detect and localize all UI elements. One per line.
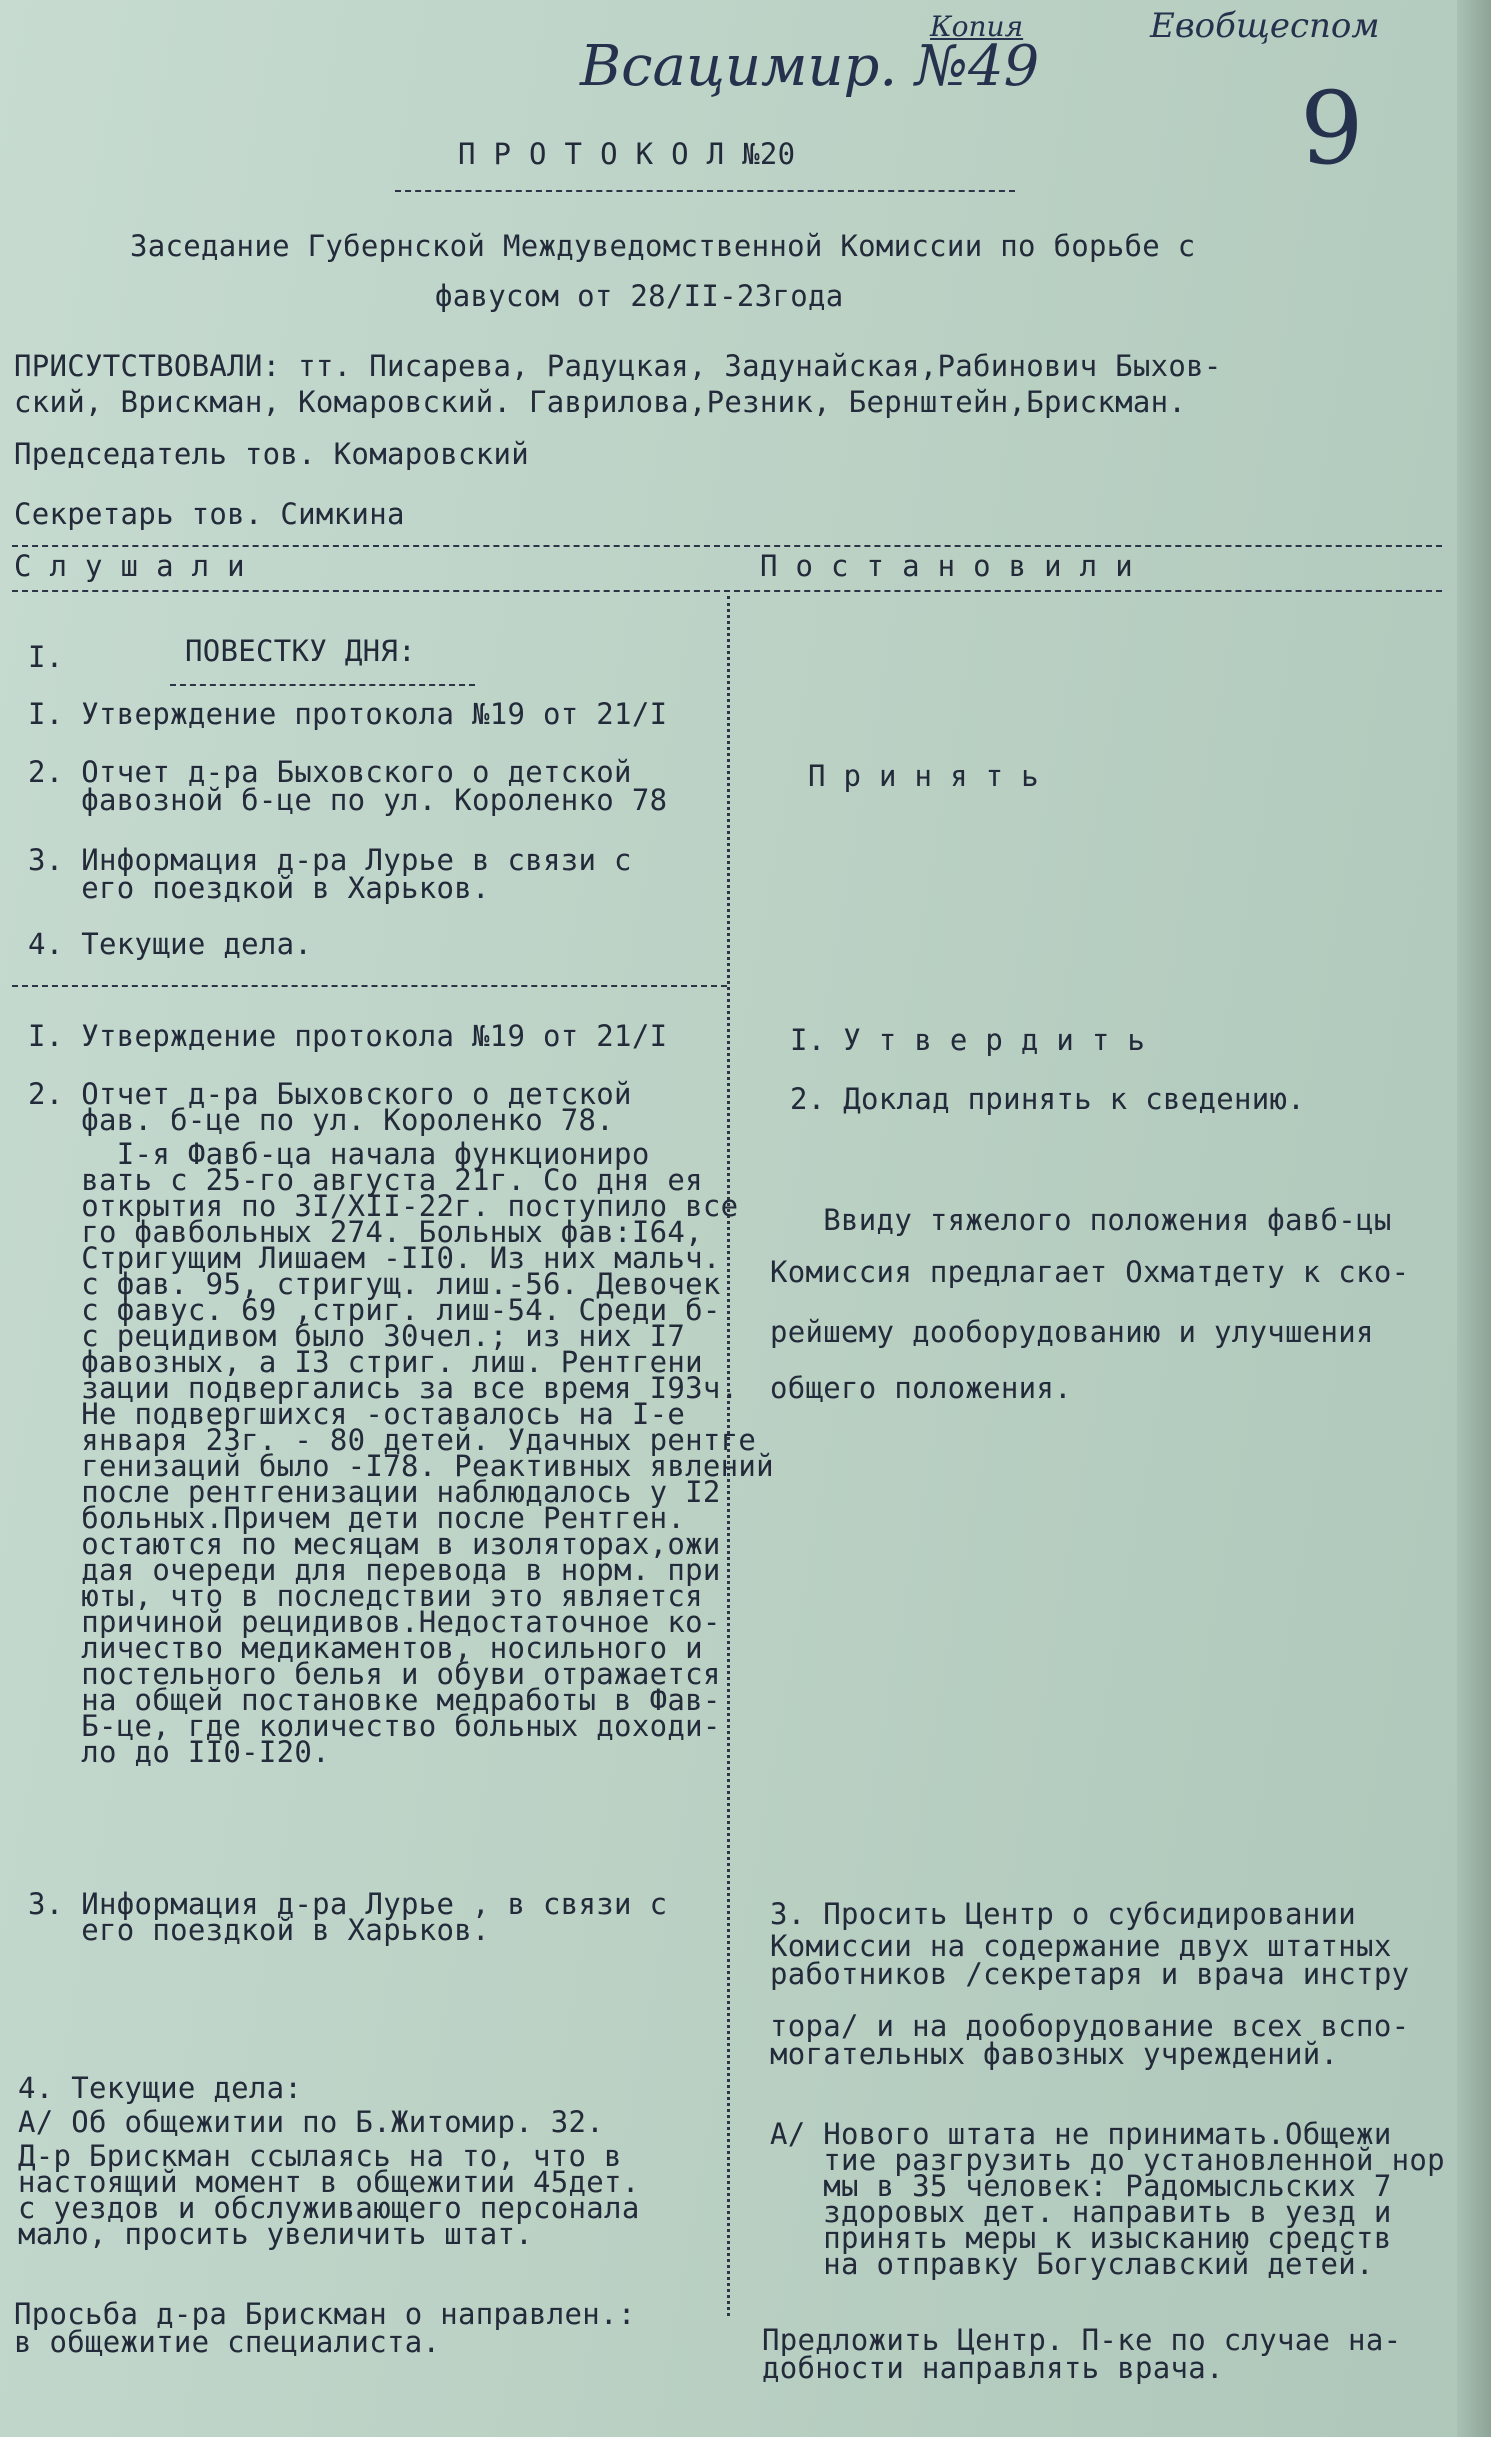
stamp-copy: Копия [930, 10, 1024, 43]
item4-resolved-request-line: Предложить Центр. П-ке по случае на- [762, 2323, 1402, 2357]
item3-resolved-line: тора/ и на дооборудование всех вспо- [770, 2009, 1410, 2043]
item2-heard-line: дая очереди для перевода в норм. при [28, 1553, 721, 1587]
item2-heard-line: Не подвергшихся -оставалось на I-е [28, 1397, 686, 1431]
item4-heard-line: с уездов и обслуживающего персонала [18, 2191, 640, 2225]
item2-heard-line: вать с 25-го августа 21г. Со дня ея [28, 1163, 703, 1197]
item1-heard: I. Утверждение протокола №19 от 21/I [28, 1019, 668, 1053]
item4-heard-line: 4. Текущие дела: [18, 2071, 303, 2105]
attendees-line-1: ПРИСУТСТВОВАЛИ: тт. Писарева, Радуцкая, Задунайская,Рабинович Быхов- [14, 349, 1222, 383]
agenda-resolution: П р и н я т ь [808, 759, 1039, 793]
item2-heard-line: Стригущим Лишаем -II0. Из них мальч. [28, 1241, 721, 1275]
item2-heard-line: 2. Отчет д-ра Быховского о детской [28, 1077, 632, 1111]
item2-resolved-line: рейшему дооборудованию и улучшения [770, 1315, 1374, 1349]
item2-resolved-line: Ввиду тяжелого положения фавб-цы [770, 1203, 1392, 1237]
item2-heard-line: I-я Фавб-ца начала функциониро [28, 1137, 650, 1171]
item4-heard-request-line: Просьба д-ра Брискман о направлен.: [14, 2297, 636, 2331]
item2-heard-line: юты, что в последствии это является [28, 1579, 703, 1613]
item2-heard-line: причиной рецидивов.Недостаточное ко- [28, 1605, 721, 1639]
item4-resolved-line: тие разгрузить до установленной нор [770, 2143, 1445, 2177]
item2-resolved-line: Комиссия предлагает Охматдету к ско- [770, 1255, 1410, 1289]
item2-heard-line: ло до II0-I20. [28, 1735, 330, 1769]
item2-resolved: 2. Доклад принять к сведению. [790, 1082, 1306, 1116]
item2-heard-line: го фавбольных 274. Больных фав:I64, [28, 1215, 703, 1249]
agenda-rule [12, 985, 727, 987]
stamp-place: Евобщеспом [1150, 6, 1380, 46]
item4-resolved-line: мы в 35 человек: Радомысльских 7 [770, 2169, 1392, 2203]
agenda-item: 2. Отчет д-ра Быховского о детской [28, 755, 632, 789]
column-heard: С л у ш а л и [14, 549, 245, 583]
item2-heard-line: остаются по месяцам в изоляторах,ожи [28, 1527, 721, 1561]
subtitle-line-2: фавусом от 28/II-23года [435, 279, 844, 313]
agenda-number: I. [28, 640, 64, 674]
item2-heard-line: с рецидивом было 30чел.; из них I7 [28, 1319, 686, 1353]
agenda-item: 3. Информация д-ра Лурье в связи с [28, 843, 632, 877]
agenda-title-underline [170, 684, 475, 686]
title-underline [395, 190, 1015, 192]
item4-heard-line: настоящий момент в общежитии 45дет. [18, 2165, 640, 2199]
item2-heard-line: открытия по 3I/XII-22г. поступило все [28, 1189, 739, 1223]
item2-resolved-line: общего положения. [770, 1371, 1072, 1405]
page-title: П Р О Т О К О Л №20 [458, 137, 796, 171]
item4-heard-request-line: в общежитие специалиста. [14, 2325, 441, 2359]
agenda-item: фавозной б-це по ул. Короленко 78 [28, 783, 668, 817]
item3-resolved-line: могательных фавозных учреждений. [770, 2037, 1339, 2071]
agenda-item: I. Утверждение протокола №19 от 21/I [28, 697, 668, 731]
subtitle-line-1: Заседание Губернской Междуведомственной Комиссии по борьбе с [130, 229, 1196, 263]
item3-heard-line: 3. Информация д-ра Лурье , в связи с [28, 1887, 668, 1921]
chairman: Председатель тов. Комаровский [14, 437, 530, 471]
item2-heard-line: личество медикаментов, носильного и [28, 1631, 703, 1665]
agenda-item: его поездкой в Харьков. [28, 871, 490, 905]
item2-heard-line: постельного белья и обуви отражается [28, 1657, 721, 1691]
archive-note: Всацимир. №49 [580, 34, 1040, 99]
header-rule-top [12, 545, 1442, 547]
item2-heard-line: генизаций было -I78. Реактивных явлений [28, 1449, 774, 1483]
item2-heard-line: января 23г. - 80 детей. Удачных рентге [28, 1423, 757, 1457]
page-number: 9 [1300, 70, 1364, 187]
page-edge [1457, 0, 1491, 2437]
item2-heard-line: с фав. 95, стригущ. лиш.-56. Девочек [28, 1267, 721, 1301]
attendees-line-2: ский, Врискман, Комаровский. Гаврилова,Резник, Бернштейн,Брискман. [14, 385, 1187, 419]
item1-resolved: I. У т в е р д и т ь [790, 1023, 1146, 1057]
item4-heard-line: Д-р Брискман ссылаясь на то, что в [18, 2139, 622, 2173]
item4-resolved-line: А/ Нового штата не принимать.Общежи [770, 2117, 1392, 2151]
item2-heard-line: после рентгенизации наблюдалось у I2 [28, 1475, 721, 1509]
item2-heard-line: зации подвергались за все время I93ч. [28, 1371, 739, 1405]
item2-heard-line: с фавус. 69 ,стриг. лиш-54. Среди б- [28, 1293, 721, 1327]
agenda-item: 4. Текущие дела. [28, 927, 313, 961]
item3-resolved-line: 3. Просить Центр о субсидировании [770, 1897, 1357, 1931]
item3-heard-line: его поездкой в Харьков. [28, 1913, 490, 1947]
agenda-title: ПОВЕСТКУ ДНЯ: [185, 634, 416, 668]
item2-heard-line: Б-це, где количество больных доходи- [28, 1709, 721, 1743]
column-resolved: П о с т а н о в и л и [760, 549, 1133, 583]
item3-resolved-line: Комиссии на содержание двух штатных [770, 1929, 1392, 1963]
item2-heard-line: фав. б-це по ул. Короленко 78. [28, 1103, 615, 1137]
item4-heard-line: мало, просить увеличить штат. [18, 2217, 534, 2251]
secretary: Секретарь тов. Симкина [14, 497, 405, 531]
item2-heard-line: фавозных, а I3 стриг. лиш. Рентгени [28, 1345, 703, 1379]
header-rule-bottom [12, 590, 1442, 592]
item2-heard-line: больных.Причем дети после Рентген. [28, 1501, 686, 1535]
item4-resolved-request-line: добности направлять врача. [762, 2351, 1224, 2385]
item4-resolved-line: здоровых дет. направить в уезд и [770, 2195, 1392, 2229]
item3-resolved-line: работников /секретаря и врача инстру [770, 1957, 1410, 1991]
item4-heard-line: А/ Об общежитии по Б.Житомир. 32. [18, 2105, 605, 2139]
item4-resolved-line: на отправку Богуславский детей. [770, 2247, 1374, 2281]
item4-resolved-line: принять меры к изысканию средств [770, 2221, 1392, 2255]
item2-heard-line: на общей постановке медработы в Фав- [28, 1683, 721, 1717]
